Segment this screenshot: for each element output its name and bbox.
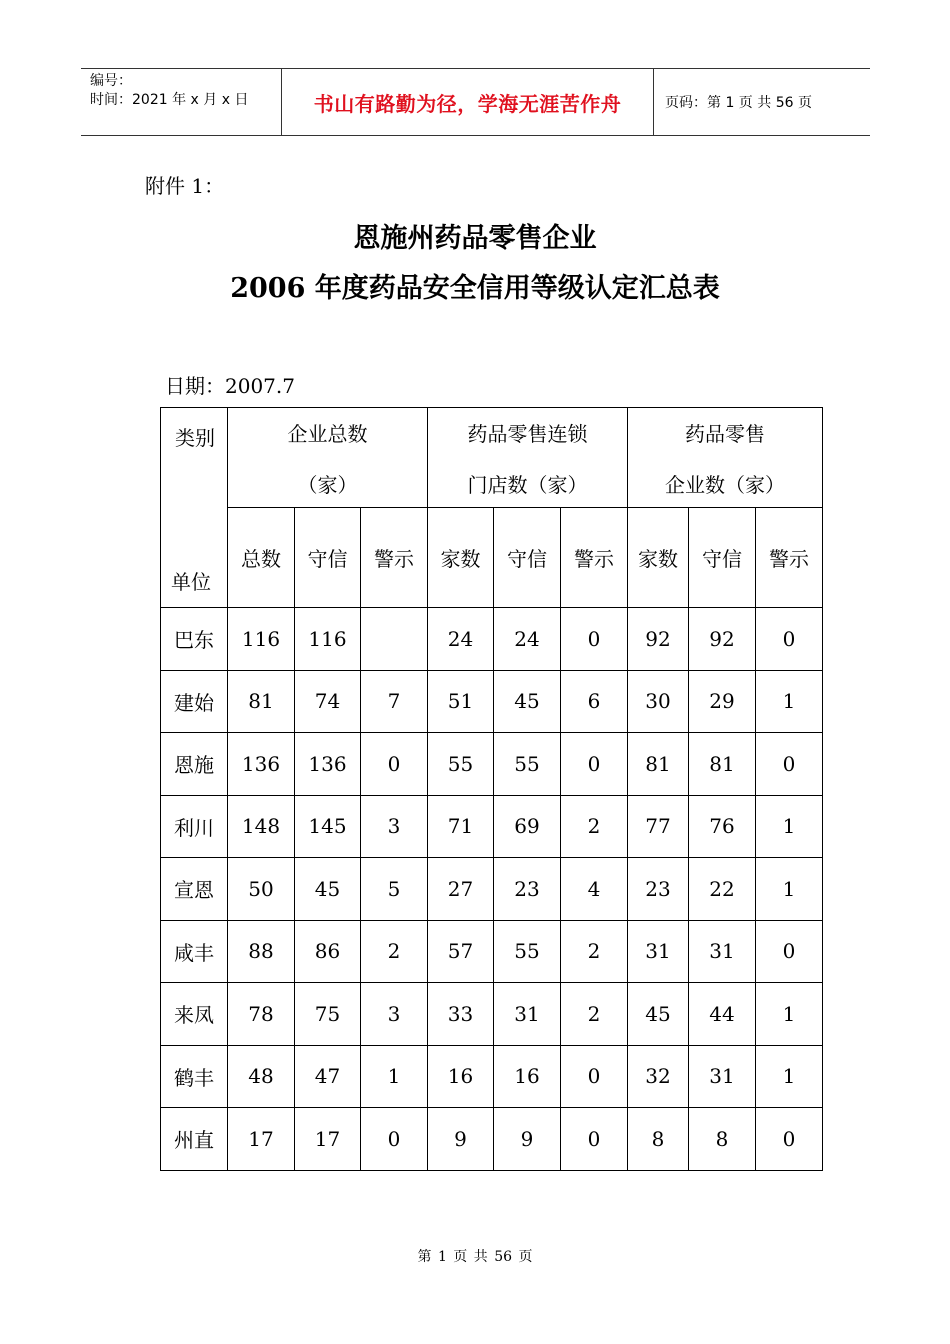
group-header-row [161, 408, 823, 508]
unit-cell: 巴东 [161, 608, 228, 671]
value-cell: 23 [494, 858, 561, 921]
table-row [161, 608, 823, 671]
table-row [161, 858, 823, 921]
document-title-line1: 恩施州药品零售企业 [353, 223, 597, 254]
group-header-line1: 药品零售连锁 [467, 421, 588, 446]
value-cell: 81 [228, 670, 295, 733]
group-header-line2: 门店数（家） [467, 472, 588, 497]
value-cell: 9 [494, 1108, 561, 1171]
value-cell: 0 [361, 733, 428, 796]
value-cell: 17 [228, 1108, 295, 1171]
value-cell: 8 [628, 1108, 689, 1171]
value-cell: 3 [361, 795, 428, 858]
attachment-label: 附件 1： [145, 174, 225, 198]
value-cell: 0 [561, 1045, 628, 1108]
value-cell: 16 [428, 1045, 494, 1108]
unit-cell: 恩施 [161, 733, 228, 796]
value-cell: 24 [494, 608, 561, 671]
value-cell: 45 [295, 858, 361, 921]
value-cell: 2 [361, 920, 428, 983]
value-cell: 30 [628, 670, 689, 733]
document-header [81, 68, 870, 136]
sub-header-cell: 守信 [494, 508, 561, 608]
table-row [161, 795, 823, 858]
unit-cell: 宣恩 [161, 858, 228, 921]
value-cell: 0 [756, 608, 823, 671]
value-cell: 47 [295, 1045, 361, 1108]
value-cell: 86 [295, 920, 361, 983]
value-cell: 136 [295, 733, 361, 796]
group-header-total [228, 408, 428, 508]
value-cell: 16 [494, 1045, 561, 1108]
value-cell: 55 [428, 733, 494, 796]
sub-header-cell: 警示 [756, 508, 823, 608]
table-row [161, 1045, 823, 1108]
corner-cell [161, 408, 228, 608]
value-cell: 48 [228, 1045, 295, 1108]
page-footer: 第 1 页 共 56 页 [417, 1249, 533, 1265]
value-cell: 29 [689, 670, 756, 733]
sub-header-cell: 家数 [428, 508, 494, 608]
table-row [161, 1108, 823, 1171]
value-cell: 92 [689, 608, 756, 671]
value-cell: 50 [228, 858, 295, 921]
summary-table [160, 407, 823, 1171]
value-cell: 1 [756, 795, 823, 858]
table-row [161, 920, 823, 983]
value-cell: 8 [689, 1108, 756, 1171]
value-cell: 77 [628, 795, 689, 858]
sub-header-row [161, 508, 823, 608]
unit-cell: 鹤丰 [161, 1045, 228, 1108]
group-header-chain [428, 408, 628, 508]
value-cell: 75 [295, 983, 361, 1046]
sub-header-cell: 守信 [689, 508, 756, 608]
value-cell: 3 [361, 983, 428, 1046]
unit-cell: 利川 [161, 795, 228, 858]
value-cell: 17 [295, 1108, 361, 1171]
sub-header-cell: 警示 [561, 508, 628, 608]
value-cell: 0 [561, 733, 628, 796]
table-row [161, 983, 823, 1046]
header-page-info: 页码：第 1 页 共 56 页 [665, 95, 812, 111]
value-cell: 1 [756, 858, 823, 921]
code-label: 编号： [90, 73, 132, 89]
value-cell: 145 [295, 795, 361, 858]
header-meta [81, 69, 281, 135]
value-cell: 136 [228, 733, 295, 796]
value-cell: 1 [756, 983, 823, 1046]
sub-header-cell: 家数 [628, 508, 689, 608]
value-cell: 148 [228, 795, 295, 858]
value-cell: 116 [228, 608, 295, 671]
group-header-line2: （家） [297, 472, 358, 497]
value-cell: 55 [494, 920, 561, 983]
value-cell: 76 [689, 795, 756, 858]
value-cell: 24 [428, 608, 494, 671]
value-cell [361, 608, 428, 671]
unit-cell: 州直 [161, 1108, 228, 1171]
value-cell: 31 [689, 920, 756, 983]
value-cell: 2 [561, 983, 628, 1046]
value-cell: 0 [756, 920, 823, 983]
value-cell: 0 [756, 1108, 823, 1171]
value-cell: 4 [561, 858, 628, 921]
value-cell: 22 [689, 858, 756, 921]
value-cell: 1 [361, 1045, 428, 1108]
table-row [161, 670, 823, 733]
value-cell: 2 [561, 795, 628, 858]
category-label: 类别 [175, 426, 215, 450]
value-cell: 116 [295, 608, 361, 671]
value-cell: 6 [561, 670, 628, 733]
value-cell: 45 [628, 983, 689, 1046]
value-cell: 0 [361, 1108, 428, 1171]
value-cell: 2 [561, 920, 628, 983]
unit-cell: 来凤 [161, 983, 228, 1046]
group-header-line2: 企业数（家） [665, 472, 786, 497]
value-cell: 92 [628, 608, 689, 671]
unit-cell: 咸丰 [161, 920, 228, 983]
value-cell: 33 [428, 983, 494, 1046]
value-cell: 7 [361, 670, 428, 733]
value-cell: 69 [494, 795, 561, 858]
group-header-line1: 药品零售 [685, 421, 766, 446]
unit-label: 单位 [171, 570, 211, 594]
value-cell: 74 [295, 670, 361, 733]
value-cell: 81 [628, 733, 689, 796]
value-cell: 23 [628, 858, 689, 921]
value-cell: 0 [561, 1108, 628, 1171]
value-cell: 1 [756, 670, 823, 733]
time-label: 时间：2021 年 x 月 x 日 [90, 92, 249, 108]
sub-header-cell: 警示 [361, 508, 428, 608]
value-cell: 31 [494, 983, 561, 1046]
value-cell: 51 [428, 670, 494, 733]
date-label: 日期：2007.7 [165, 374, 295, 398]
document-title-line2: 2006 年度药品安全信用等级认定汇总表 [230, 273, 720, 304]
value-cell: 31 [689, 1045, 756, 1108]
value-cell: 45 [494, 670, 561, 733]
value-cell: 78 [228, 983, 295, 1046]
value-cell: 0 [561, 608, 628, 671]
sub-header-cell: 总数 [228, 508, 295, 608]
value-cell: 0 [756, 733, 823, 796]
value-cell: 31 [628, 920, 689, 983]
value-cell: 9 [428, 1108, 494, 1171]
value-cell: 55 [494, 733, 561, 796]
value-cell: 44 [689, 983, 756, 1046]
value-cell: 32 [628, 1045, 689, 1108]
group-header-line1: 企业总数 [287, 421, 368, 446]
group-header-retail [628, 408, 823, 508]
value-cell: 88 [228, 920, 295, 983]
value-cell: 1 [756, 1045, 823, 1108]
value-cell: 27 [428, 858, 494, 921]
unit-cell: 建始 [161, 670, 228, 733]
value-cell: 5 [361, 858, 428, 921]
value-cell: 71 [428, 795, 494, 858]
value-cell: 81 [689, 733, 756, 796]
value-cell: 57 [428, 920, 494, 983]
table-row [161, 733, 823, 796]
sub-header-cell: 守信 [295, 508, 361, 608]
header-motto: 书山有路勤为径，学海无涯苦作舟 [281, 69, 654, 135]
